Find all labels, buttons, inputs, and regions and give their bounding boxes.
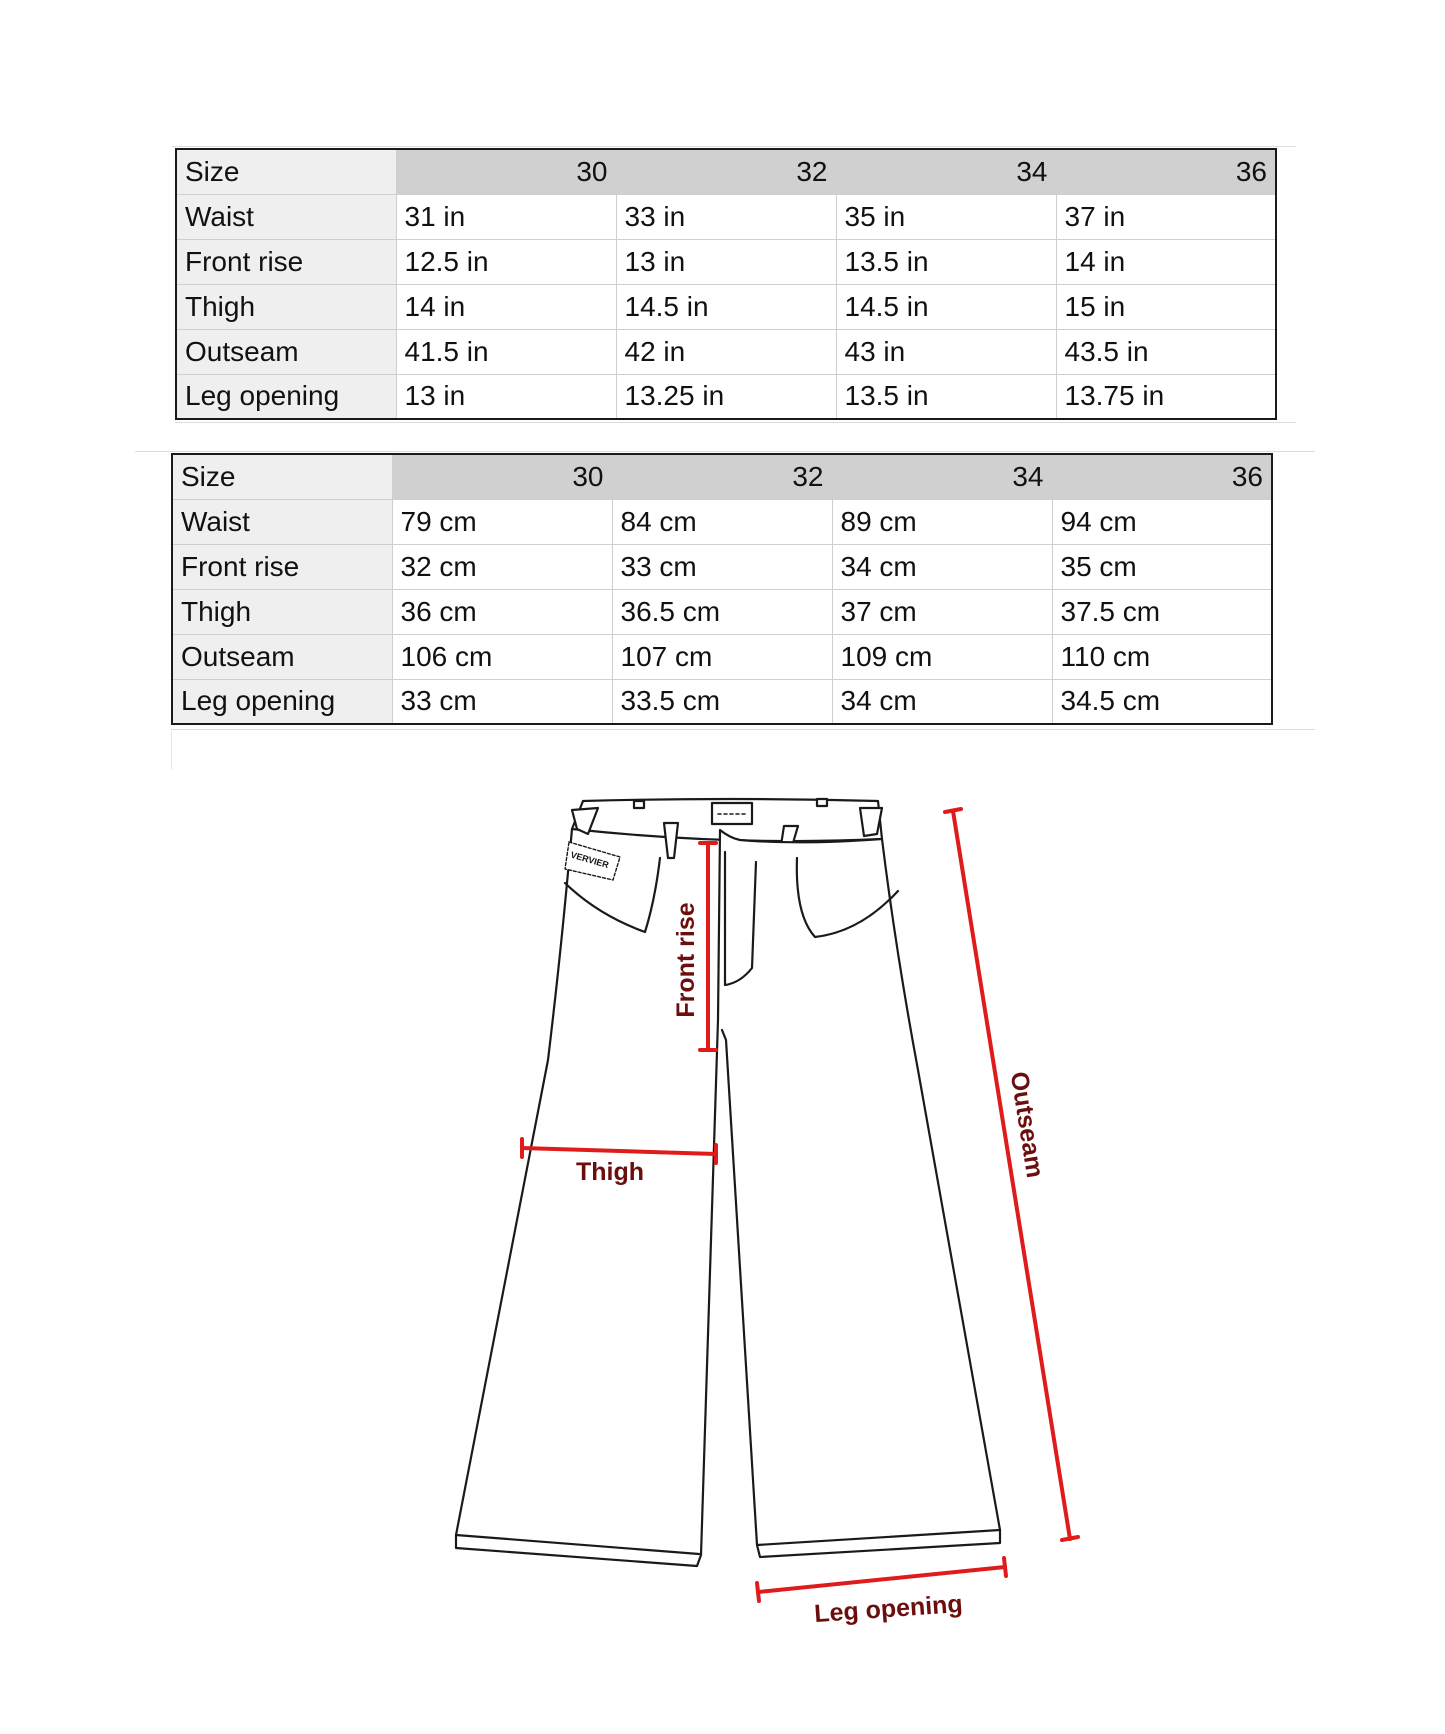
size-header-cell: 32: [612, 454, 832, 499]
size-header-cell: 30: [396, 149, 616, 194]
table-cell: 37.5 cm: [1052, 589, 1272, 634]
table-cell: 33 cm: [612, 544, 832, 589]
table-cell: 13.75 in: [1056, 374, 1276, 419]
size-header-cell: 34: [832, 454, 1052, 499]
row-label: Front rise: [172, 544, 392, 589]
outseam-label: Outseam: [1004, 1069, 1050, 1180]
table-cell: 13.5 in: [836, 374, 1056, 419]
table-cell: 13.25 in: [616, 374, 836, 419]
row-label: Leg opening: [176, 374, 396, 419]
table-cell: 89 cm: [832, 499, 1052, 544]
table-cell: 33 in: [616, 194, 836, 239]
front-rise-label: Front rise: [672, 902, 700, 1018]
table-cell: 41.5 in: [396, 329, 616, 374]
table-cell: 14.5 in: [836, 284, 1056, 329]
table-cell: 42 in: [616, 329, 836, 374]
table-cell: 13.5 in: [836, 239, 1056, 284]
table-cell: 32 cm: [392, 544, 612, 589]
table-cell: 34 cm: [832, 679, 1052, 724]
table-cell: 79 cm: [392, 499, 612, 544]
row-label: Waist: [176, 194, 396, 239]
table-cell: 43.5 in: [1056, 329, 1276, 374]
row-label: Outseam: [172, 634, 392, 679]
table-cell: 34.5 cm: [1052, 679, 1272, 724]
patch-logo: VERVIER: [569, 849, 610, 871]
size-header-label: Size: [172, 454, 392, 499]
belt-loop: [817, 799, 827, 806]
table-cell: 14.5 in: [616, 284, 836, 329]
table-cell: 33.5 cm: [612, 679, 832, 724]
table-cell: 34 cm: [832, 544, 1052, 589]
leg-opening-label: Leg opening: [813, 1589, 964, 1629]
table-cell: 33 cm: [392, 679, 612, 724]
table-cell: 13 in: [396, 374, 616, 419]
table-cell: 15 in: [1056, 284, 1276, 329]
table-cell: 109 cm: [832, 634, 1052, 679]
table-cell: 37 in: [1056, 194, 1276, 239]
row-label: Outseam: [176, 329, 396, 374]
table-cell: 36 cm: [392, 589, 612, 634]
size-header-label: Size: [176, 149, 396, 194]
table-cell: 107 cm: [612, 634, 832, 679]
belt-loop: [664, 823, 678, 858]
table-cell: 14 in: [1056, 239, 1276, 284]
table-cell: 14 in: [396, 284, 616, 329]
pants-outline: [456, 799, 1000, 1566]
row-label: Front rise: [176, 239, 396, 284]
table-cell: 43 in: [836, 329, 1056, 374]
table-cell: 84 cm: [612, 499, 832, 544]
row-label: Thigh: [172, 589, 392, 634]
row-label: Leg opening: [172, 679, 392, 724]
table-cell: 106 cm: [392, 634, 612, 679]
table-cell: 36.5 cm: [612, 589, 832, 634]
row-label: Thigh: [176, 284, 396, 329]
table-cell: 35 cm: [1052, 544, 1272, 589]
table-cell: 13 in: [616, 239, 836, 284]
size-header-cell: 34: [836, 149, 1056, 194]
pants-body: [456, 829, 1000, 1566]
size-header-cell: 36: [1052, 454, 1272, 499]
row-label: Waist: [172, 499, 392, 544]
table-cell: 37 cm: [832, 589, 1052, 634]
table-cell: 12.5 in: [396, 239, 616, 284]
table-cell: 35 in: [836, 194, 1056, 239]
table-cell: 31 in: [396, 194, 616, 239]
table-cell: 110 cm: [1052, 634, 1272, 679]
size-header-cell: 32: [616, 149, 836, 194]
size-header-cell: 30: [392, 454, 612, 499]
size-header-cell: 36: [1056, 149, 1276, 194]
thigh-label: Thigh: [575, 1158, 645, 1186]
table-cell: 94 cm: [1052, 499, 1272, 544]
belt-loop: [634, 801, 644, 808]
